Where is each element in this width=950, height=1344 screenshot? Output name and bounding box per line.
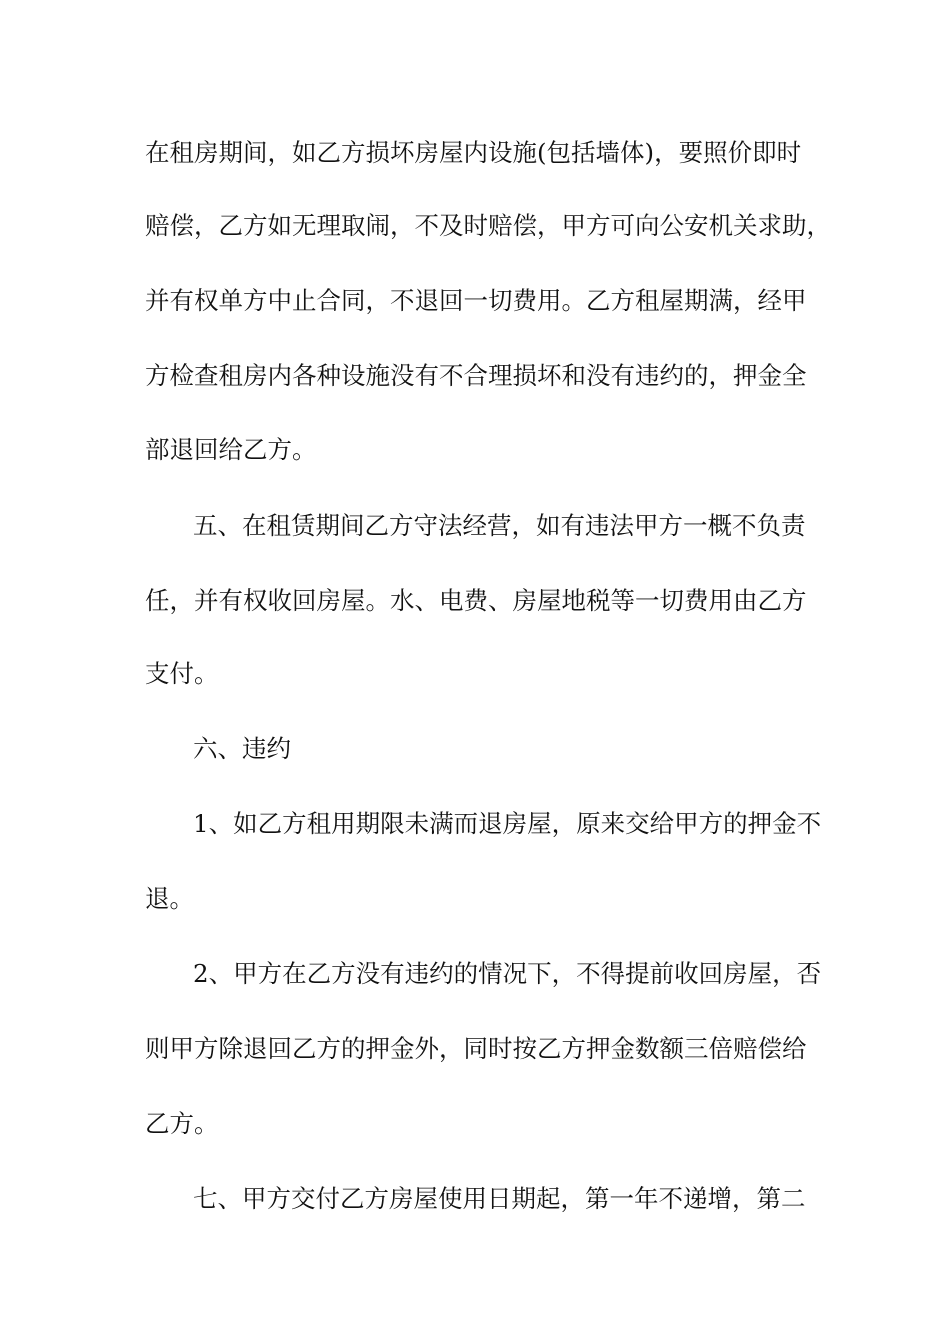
paragraph-line: 五、在租赁期间乙方守法经营，如有违法甲方一概不负责: [193, 511, 806, 540]
paragraph-line: 七、甲方交付乙方房屋使用日期起，第一年不递增，第二: [193, 1184, 806, 1213]
paragraph-line: 并有权单方中止合同，不退回一切费用。乙方租屋期满，经甲: [145, 286, 807, 315]
paragraph-line: 在租房期间，如乙方损坏房屋内设施(包括墙体)，要照价即时: [145, 138, 802, 167]
paragraph-line: 2、甲方在乙方没有违约的情况下，不得提前收回房屋，否: [193, 959, 822, 988]
paragraph-line: 部退回给乙方。: [145, 435, 317, 464]
paragraph-line: 赔偿，乙方如无理取闹，不及时赔偿，甲方可向公安机关求助，: [145, 211, 831, 240]
paragraph-line: 则甲方除退回乙方的押金外，同时按乙方押金数额三倍赔偿给: [145, 1034, 807, 1063]
section-heading: 六、违约: [193, 734, 291, 763]
paragraph-line: 方检查租房内各种设施没有不合理损坏和没有违约的，押金全: [145, 361, 807, 390]
paragraph-line: 1、如乙方租用期限未满而退房屋，原来交给甲方的押金不: [193, 809, 822, 838]
paragraph-line: 退。: [145, 884, 194, 913]
paragraph-line: 支付。: [145, 659, 219, 688]
paragraph-line: 任，并有权收回房屋。水、电费、房屋地税等一切费用由乙方: [145, 586, 807, 615]
paragraph-line: 乙方。: [145, 1109, 219, 1138]
